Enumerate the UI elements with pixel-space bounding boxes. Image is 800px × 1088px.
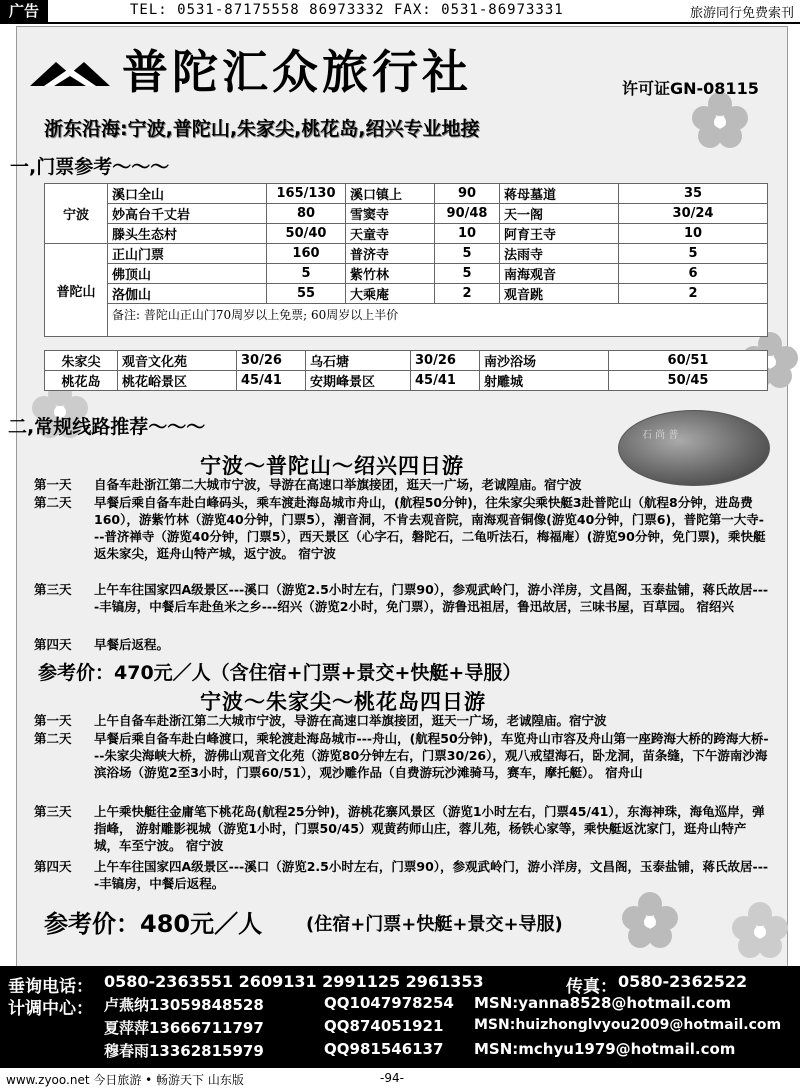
company-name: 普陀汇众旅行社 [122,45,472,99]
route1-day1: 第一天 自备车赴浙江第二大城市宁波，导游在高速口举旗接团，逛天一广场，老诚隍庙。宿宁波 [34,477,582,492]
table-row: 妙高台千丈岩 80 雪窦寺 90/48 天一阁 30/24 [45,204,768,224]
site-url: www.zyoo.net 今日旅游 • 畅游天下 山东版 [6,1073,244,1087]
contact-qq: QQ1047978254 [324,994,454,1012]
ticket-note: 备注: 普陀山正山门70周岁以上免票; 60周岁以上半价 [108,304,768,337]
scenic-stone-photo [618,410,770,486]
contact-name: 夏萍萍13666711797 [104,1019,264,1037]
contact-msn: MSN:yanna8528@hotmail.com [474,994,732,1012]
mountain-logo-icon [28,52,112,92]
route2-day4: 第四天 上午车往国家四A级景区---溪口（游览2.5小时左右，门票90），参观武岭门，游小洋房，文昌阁，玉泰盐铺，蒋氏故居----丰镐房，中餐后返程。 [34,859,769,891]
hotline-label: 垂询电话： [8,977,93,997]
contact-msn: MSN:huizhonglvyou2009@hotmail.com [474,1017,782,1033]
tel-fax: TEL: 0531-87175558 86973332 FAX: 0531-86973331 [130,2,564,18]
page-number: -94- [380,1071,404,1085]
fax-number: 0580-2362522 [618,972,748,991]
contact-name: 穆春雨13362815979 [104,1042,264,1060]
route2-title: 宁波～朱家尖～桃花岛四日游 [200,690,486,714]
flower-icon [730,900,790,960]
top-bar [0,0,800,24]
route2-price-detail: (住宿+门票+快艇+景交+导服) [306,914,563,935]
dispatch-center-label: 计调中心： [8,999,93,1019]
contact-qq: QQ981546137 [324,1040,444,1058]
route2-price: 参考价：480元／人 [44,910,263,938]
hotline-numbers: 0580-2363551 2609131 2991125 2961353 [104,972,484,991]
route1-title: 宁波～普陀山～绍兴四日游 [200,454,464,478]
route1-day4: 第四天 早餐后返程。 [34,637,170,652]
tagline: 浙东沿海:宁波,普陀山,朱家尖,桃花岛,绍兴专业地接 [44,118,480,140]
table-row: 佛顶山 5 紫竹林 5 南海观音 6 [45,264,768,284]
stone-inscription: 石 尚 普 [642,430,679,441]
contact-msn: MSN:mchyu1979@hotmail.com [474,1040,736,1058]
route1-day2: 第二天 早餐后乘自备车赴白峰码头，乘车渡赴海岛城市舟山，(航程50分钟)，往朱家尖乘快艇3赴普陀山（航程8分钟，进岛费160），游紫竹林（游览40分钟，门票5），潮音洞，不肯去观音院，南海观音铜像(游览40分钟，门票6)，普陀第一大寺---普济禅寺（游览40分钟，门票5），西天景区（心字石，磐陀石，二龟听法石，梅福庵）(游览90分钟，免门票)，乘快艇返朱家尖，逛舟山特产城，返宁波。 宿宁波 [34,495,766,561]
contact-footer [0,966,800,1068]
ticket-table [44,183,768,337]
ad-tag: 广告 [0,0,48,22]
table-row: 滕头生态村 50/40 天童寺 10 阿育王寺 10 [45,224,768,244]
contact-qq: QQ874051921 [324,1017,444,1035]
route1-day3: 第三天 上午车往国家四A级景区---溪口（游览2.5小时左右，门票90），参观武岭门，游小洋房，文昌阁，玉泰盐铺，蒋氏故居----丰镐房，中餐后车赴鱼米之乡---绍兴（游览2小时，免门票），游鲁迅祖居，鲁迅故居，三味书屋，百草园。 宿绍兴 [34,582,769,614]
table-row: 普陀山 正山门票 160 普济寺 5 法雨寺 5 [45,244,768,264]
table-row: 朱家尖 观音文化苑 30/26 乌石塘 30/26 南沙浴场 60/51 [45,351,768,371]
region-putuo: 普陀山 [45,244,108,337]
region-ningbo: 宁波 [45,184,108,244]
fax-label: 传真： [566,977,617,997]
routes-section-heading: 二,常规线路推荐～～～ [8,416,206,438]
contact-name: 卢燕纳13059848528 [104,996,264,1014]
bottom-bar [0,1070,800,1087]
route1-price: 参考价：470元／人（含住宿+门票+景交+快艇+导服） [38,662,522,684]
flower-icon [690,90,750,150]
route2-day1: 第一天 上午自备车赴浙江第二大城市宁波，导游在高速口举旗接团，逛天一广场，老诚隍庙。宿宁波 [34,713,607,728]
ticket-table-islands [44,350,768,391]
table-row: 宁波 溪口全山 165/130 溪口镇上 90 蒋母墓道 35 [45,184,768,204]
license-number: 许可证GN-08115 [622,79,759,98]
route2-day3: 第三天 上午乘快艇往金庸笔下桃花岛(航程25分钟)，游桃花寨风景区（游览1小时左右，门票45/41），东海神珠，海龟巡岸，弹指峰， 游射雕影视城（游览1小时，门票50/45）观黄药师山庄，蓉儿苑，杨铁心家等，乘快艇返沈家门，逛舟山特产城，车至宁波。 宿宁波 [34,804,765,853]
table-row [45,304,768,337]
free-catalog-note: 旅游同行免费索刊 [689,6,794,21]
ticket-section-heading: 一,门票参考～～～ [10,156,170,178]
table-row: 洛伽山 55 大乘庵 2 观音跳 2 [45,284,768,304]
flower-icon [620,890,680,950]
table-row: 桃花岛 桃花峪景区 45/41 安期峰景区 45/41 射雕城 50/45 [45,371,768,391]
route2-day2: 第二天 早餐后乘自备车赴白峰渡口，乘轮渡赴海岛城市---舟山，(航程50分钟)，车览舟山市容及舟山第一座跨海大桥的跨海大桥---朱家尖海峡大桥，游佛山观音文化苑（游览80分钟左右，门票30/26），观八戒望海石，卧龙洞，苗条缝，下午游南沙海滨浴场（游览2至3小时，门票60/51），观沙雕作品（自费游玩沙滩骑马，赛车，摩托艇）。 宿舟山 [34,731,769,780]
